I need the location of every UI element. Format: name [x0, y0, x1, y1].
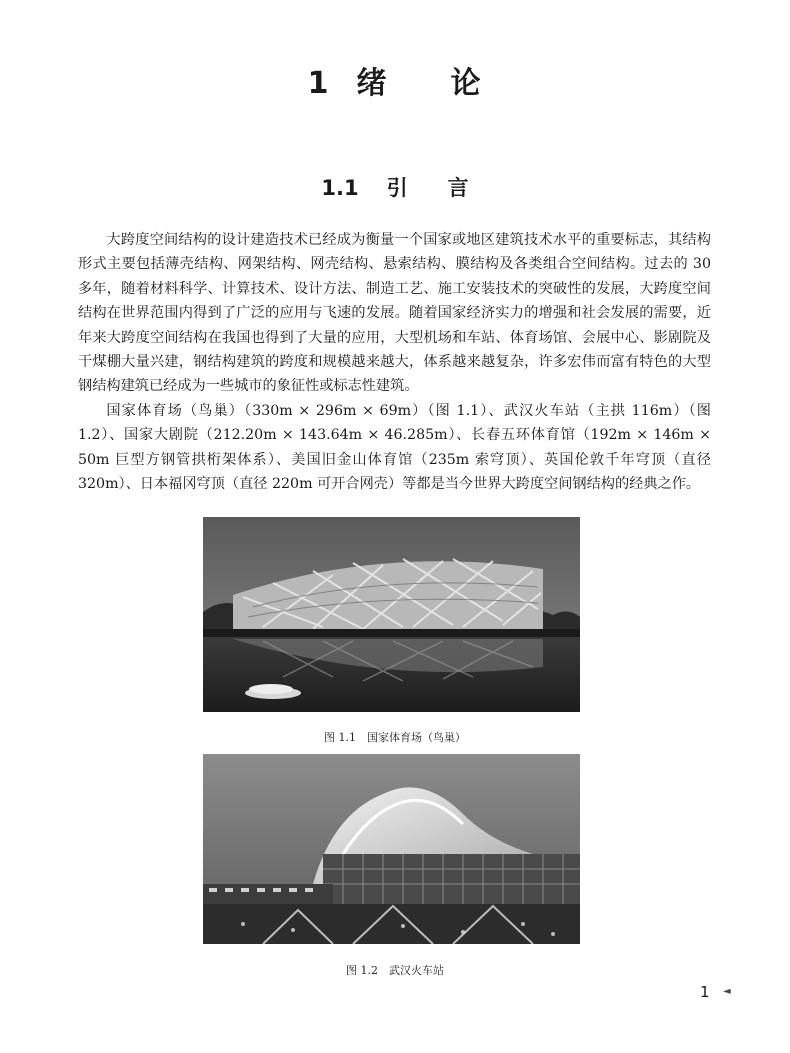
- section-title-part1: 引: [386, 176, 408, 200]
- chapter-title: [0, 58, 790, 102]
- chapter-number: 1: [307, 66, 331, 101]
- figure-1-caption: 图 1.1 国家体育场（鸟巢）: [324, 731, 466, 744]
- body-text: [78, 228, 711, 496]
- page-arrow-icon: ◄: [723, 986, 731, 997]
- birds-nest-image: [203, 517, 580, 712]
- section-title-part2: 言: [447, 176, 469, 200]
- figure-2-caption: 图 1.2 武汉火车站: [346, 964, 444, 977]
- paragraph-2: 国家体育场（鸟巢）（330m × 296m × 69m）（图 1.1）、武汉火车站（主拱 116m）（图 1.2）、国家大剧院（212.20m × 143.64m × 46.285m）、长春五环体育馆（192m × 146m × 50m 巨型方钢管拱桁架体系）、美国旧金山体育馆（235m 索穹顶）、英国伦敦千年穹顶（直径 320m）、日本福冈穹顶（直径 220m 可开合网壳）等都是当今世界大跨度空间钢结构的经典之作。: [78, 402, 711, 493]
- wuhan-station-image: [203, 754, 580, 944]
- chapter-title-part1: 绪: [356, 66, 389, 101]
- page-number: 1: [700, 983, 710, 1001]
- chapter-title-part2: 论: [450, 66, 483, 101]
- section-title: [0, 172, 790, 202]
- paragraph-1: 大跨度空间结构的设计建造技术已经成为衡量一个国家或地区建筑技术水平的重要标志，其结构形式主要包括薄壳结构、网架结构、网壳结构、悬索结构、膜结构及各类组合空间结构。过去的 30 多年，随着材料科学、计算技术、设计方法、制造工艺、施工安装技术的突破性的发展，大跨度空间结构在世界范围内得到了广泛的应用与飞速的发展。随着国家经济实力的增强和社会发展的需要，近年来大跨度空间结构在我国也得到了大量的应用，大型机场和车站、体育场馆、会展中心、影剧院及干煤棚大量兴建，钢结构建筑的跨度和规模越来越大，体系越来越复杂，许多宏伟而富有特色的大型钢结构建筑已经成为一些城市的象征性或标志性建筑。: [78, 232, 711, 395]
- section-number: 1.1: [321, 176, 359, 200]
- figure-wuhan-station-photo: [203, 754, 580, 944]
- figure-birds-nest-photo: [203, 517, 580, 712]
